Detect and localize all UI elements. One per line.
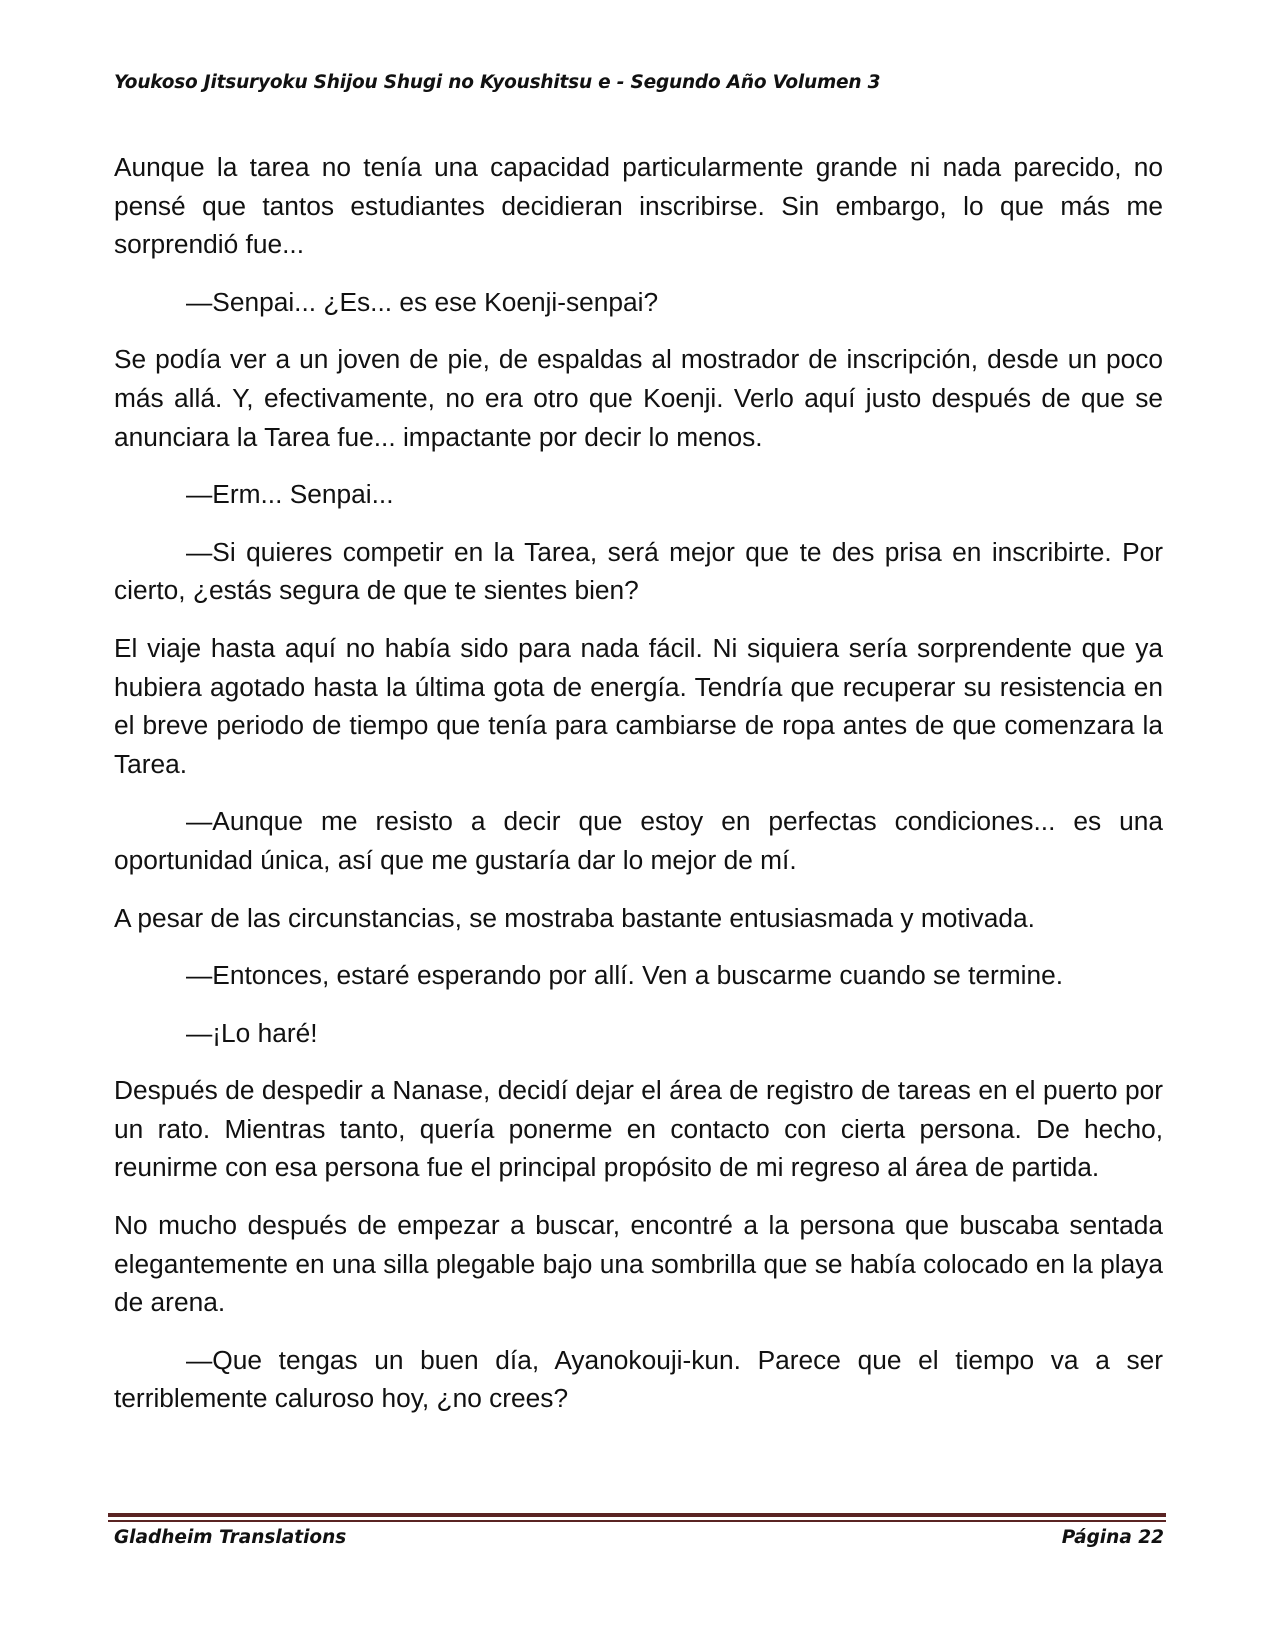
footer-credit: Gladheim Translations bbox=[114, 1527, 347, 1548]
dialogue-line: —Que tengas un buen día, Ayanokouji-kun. Parece que el tiempo va a ser terriblemente caluroso hoy, ¿no crees? bbox=[114, 1344, 1163, 1414]
dialogue-line: —¡Lo haré! bbox=[186, 1017, 318, 1048]
paragraph: No mucho después de empezar a buscar, encontré a la persona que buscaba sentada elegantemente en una silla plegable bajo una sombrilla que se había colocado en la playa de arena. bbox=[114, 1210, 1163, 1318]
dialogue-line: —Erm... Senpai... bbox=[186, 479, 394, 510]
dialogue-line: —Aunque me resisto a decir que estoy en perfectas condiciones... es una oportunidad única, así que me gustaría dar lo mejor de mí. bbox=[114, 806, 1163, 875]
body-text bbox=[114, 148, 1163, 1437]
running-header: Youkoso Jitsuryoku Shijou Shugi no Kyoushitsu e - Segundo Año Volumen 3 bbox=[114, 72, 881, 93]
dialogue-line: —Entonces, estaré esperando por allí. Ven a buscarme cuando se termine. bbox=[186, 960, 1064, 991]
dialogue-line: —Si quieres competir en la Tarea, será mejor que te des prisa en inscribirte. Por cierto, ¿estás segura de que te sientes bien? bbox=[114, 536, 1163, 606]
paragraph: A pesar de las circunstancias, se mostraba bastante entusiasmada y motivada. bbox=[114, 902, 1035, 933]
paragraph: Después de despedir a Nanase, decidí dejar el área de registro de tareas en el puerto por un rato. Mientras tanto, quería ponerme en contacto con cierta persona. De hecho, reunirme con esa persona fue el principal propósito de mi regreso al área de partida. bbox=[114, 1075, 1163, 1183]
paragraph: El viaje hasta aquí no había sido para nada fácil. Ni siquiera sería sorprendente que ya hubiera agotado hasta la última gota de energía. Tendría que recuperar su resistencia en el breve periodo de tiempo que tenía para cambiarse de ropa antes de que comenzara la Tarea. bbox=[114, 632, 1163, 779]
dialogue-line: —Senpai... ¿Es... es ese Koenji-senpai? bbox=[186, 286, 659, 317]
paragraph: Se podía ver a un joven de pie, de espaldas al mostrador de inscripción, desde un poco más allá. Y, efectivamente, no era otro que Koenji. Verlo aquí justo después de que se anunciara la Tarea fue... impactante por decir lo menos. bbox=[114, 344, 1163, 452]
footer-divider-thin bbox=[108, 1520, 1166, 1522]
paragraph: Aunque la tarea no tenía una capacidad particularmente grande ni nada parecido, no pensé que tantos estudiantes decidieran inscribirse. Sin embargo, lo que más me sorprendió fue... bbox=[114, 152, 1163, 260]
page-number: Página 22 bbox=[1061, 1527, 1164, 1548]
footer-divider-thick bbox=[108, 1513, 1166, 1517]
